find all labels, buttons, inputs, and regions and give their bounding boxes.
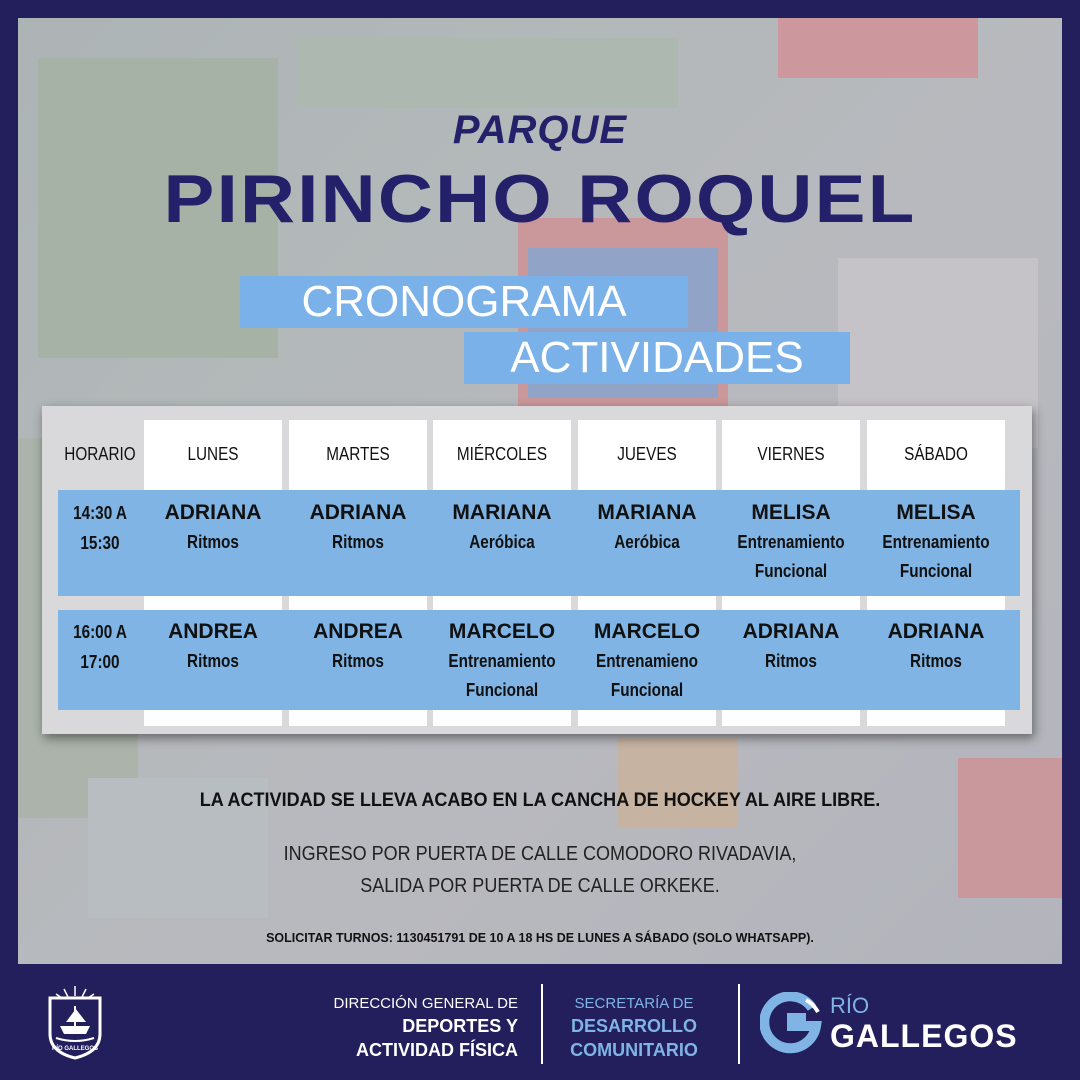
activity-cell: MARCELO Entrenamieno Funcional — [593, 620, 701, 700]
rio-gallegos-g-logo-icon — [760, 992, 822, 1054]
activity-cell: ANDREA Ritmos — [168, 620, 258, 671]
rio-gallegos-shield-icon — [44, 984, 106, 1060]
footer — [0, 964, 1080, 1080]
header-miercoles: MIÉRCOLES — [456, 444, 548, 464]
title-pirincho-roquel: PIRINCHO ROQUEL — [163, 161, 917, 237]
entry-exit-note: INGRESO POR PUERTA DE CALLE COMODORO RIVADAVIA, SALIDA POR PUERTA DE CALLE ORKEKE. — [283, 843, 797, 897]
header-horario: HORARIO — [64, 444, 136, 464]
header-sabado: SÁBADO — [904, 444, 968, 464]
shield-label: RÍO GALLEGOS — [51, 1046, 99, 1052]
title-parque: PARQUE — [452, 108, 628, 152]
banner-actividades: ACTIVIDADES — [464, 332, 850, 384]
header-lunes: LUNES — [187, 444, 239, 464]
activity-cell: MARCELO Entrenamiento Funcional — [448, 620, 556, 700]
location-note: LA ACTIVIDAD SE LLEVA ACABO EN LA CANCHA DE HOCKEY AL AIRE LIBRE. — [199, 790, 881, 811]
footer-divider — [541, 984, 543, 1064]
header-viernes: VIERNES — [757, 444, 825, 464]
rio-gallegos-brand: RÍO GALLEGOS — [830, 993, 1018, 1054]
secretaria-desarrollo: SECRETARÍA DE DESARROLLO COMUNITARIO — [570, 995, 698, 1060]
activity-cell: MELISA Entrenamiento Funcional — [737, 501, 845, 581]
activity-cell: ANDREA Ritmos — [313, 620, 403, 671]
activity-cell: ADRIANA Ritmos — [164, 501, 262, 552]
banner-cronograma: CRONOGRAMA — [240, 276, 688, 328]
activity-cell: ADRIANA Ritmos — [309, 501, 407, 552]
direccion-deportes: DIRECCIÓN GENERAL DE DEPORTES Y ACTIVIDAD FÍSICA — [333, 995, 518, 1060]
activity-cell: MARIANA Aeróbica — [597, 501, 697, 552]
time-slot: 16:00 A 17:00 — [73, 622, 127, 672]
activity-cell: MELISA Entrenamiento Funcional — [882, 501, 990, 581]
time-slot: 14:30 A 15:30 — [73, 503, 127, 553]
schedule-table — [42, 406, 1032, 734]
footer-divider — [738, 984, 740, 1064]
header-jueves: JUEVES — [617, 444, 677, 464]
booking-note: SOLICITAR TURNOS: 1130451791 DE 10 A 18 HS DE LUNES A SÁBADO (SOLO WHATSAPP). — [266, 931, 814, 945]
activity-cell: ADRIANA Ritmos — [887, 620, 985, 671]
activity-cell: MARIANA Aeróbica — [452, 501, 552, 552]
activity-cell: ADRIANA Ritmos — [742, 620, 840, 671]
header-martes: MARTES — [326, 444, 390, 464]
